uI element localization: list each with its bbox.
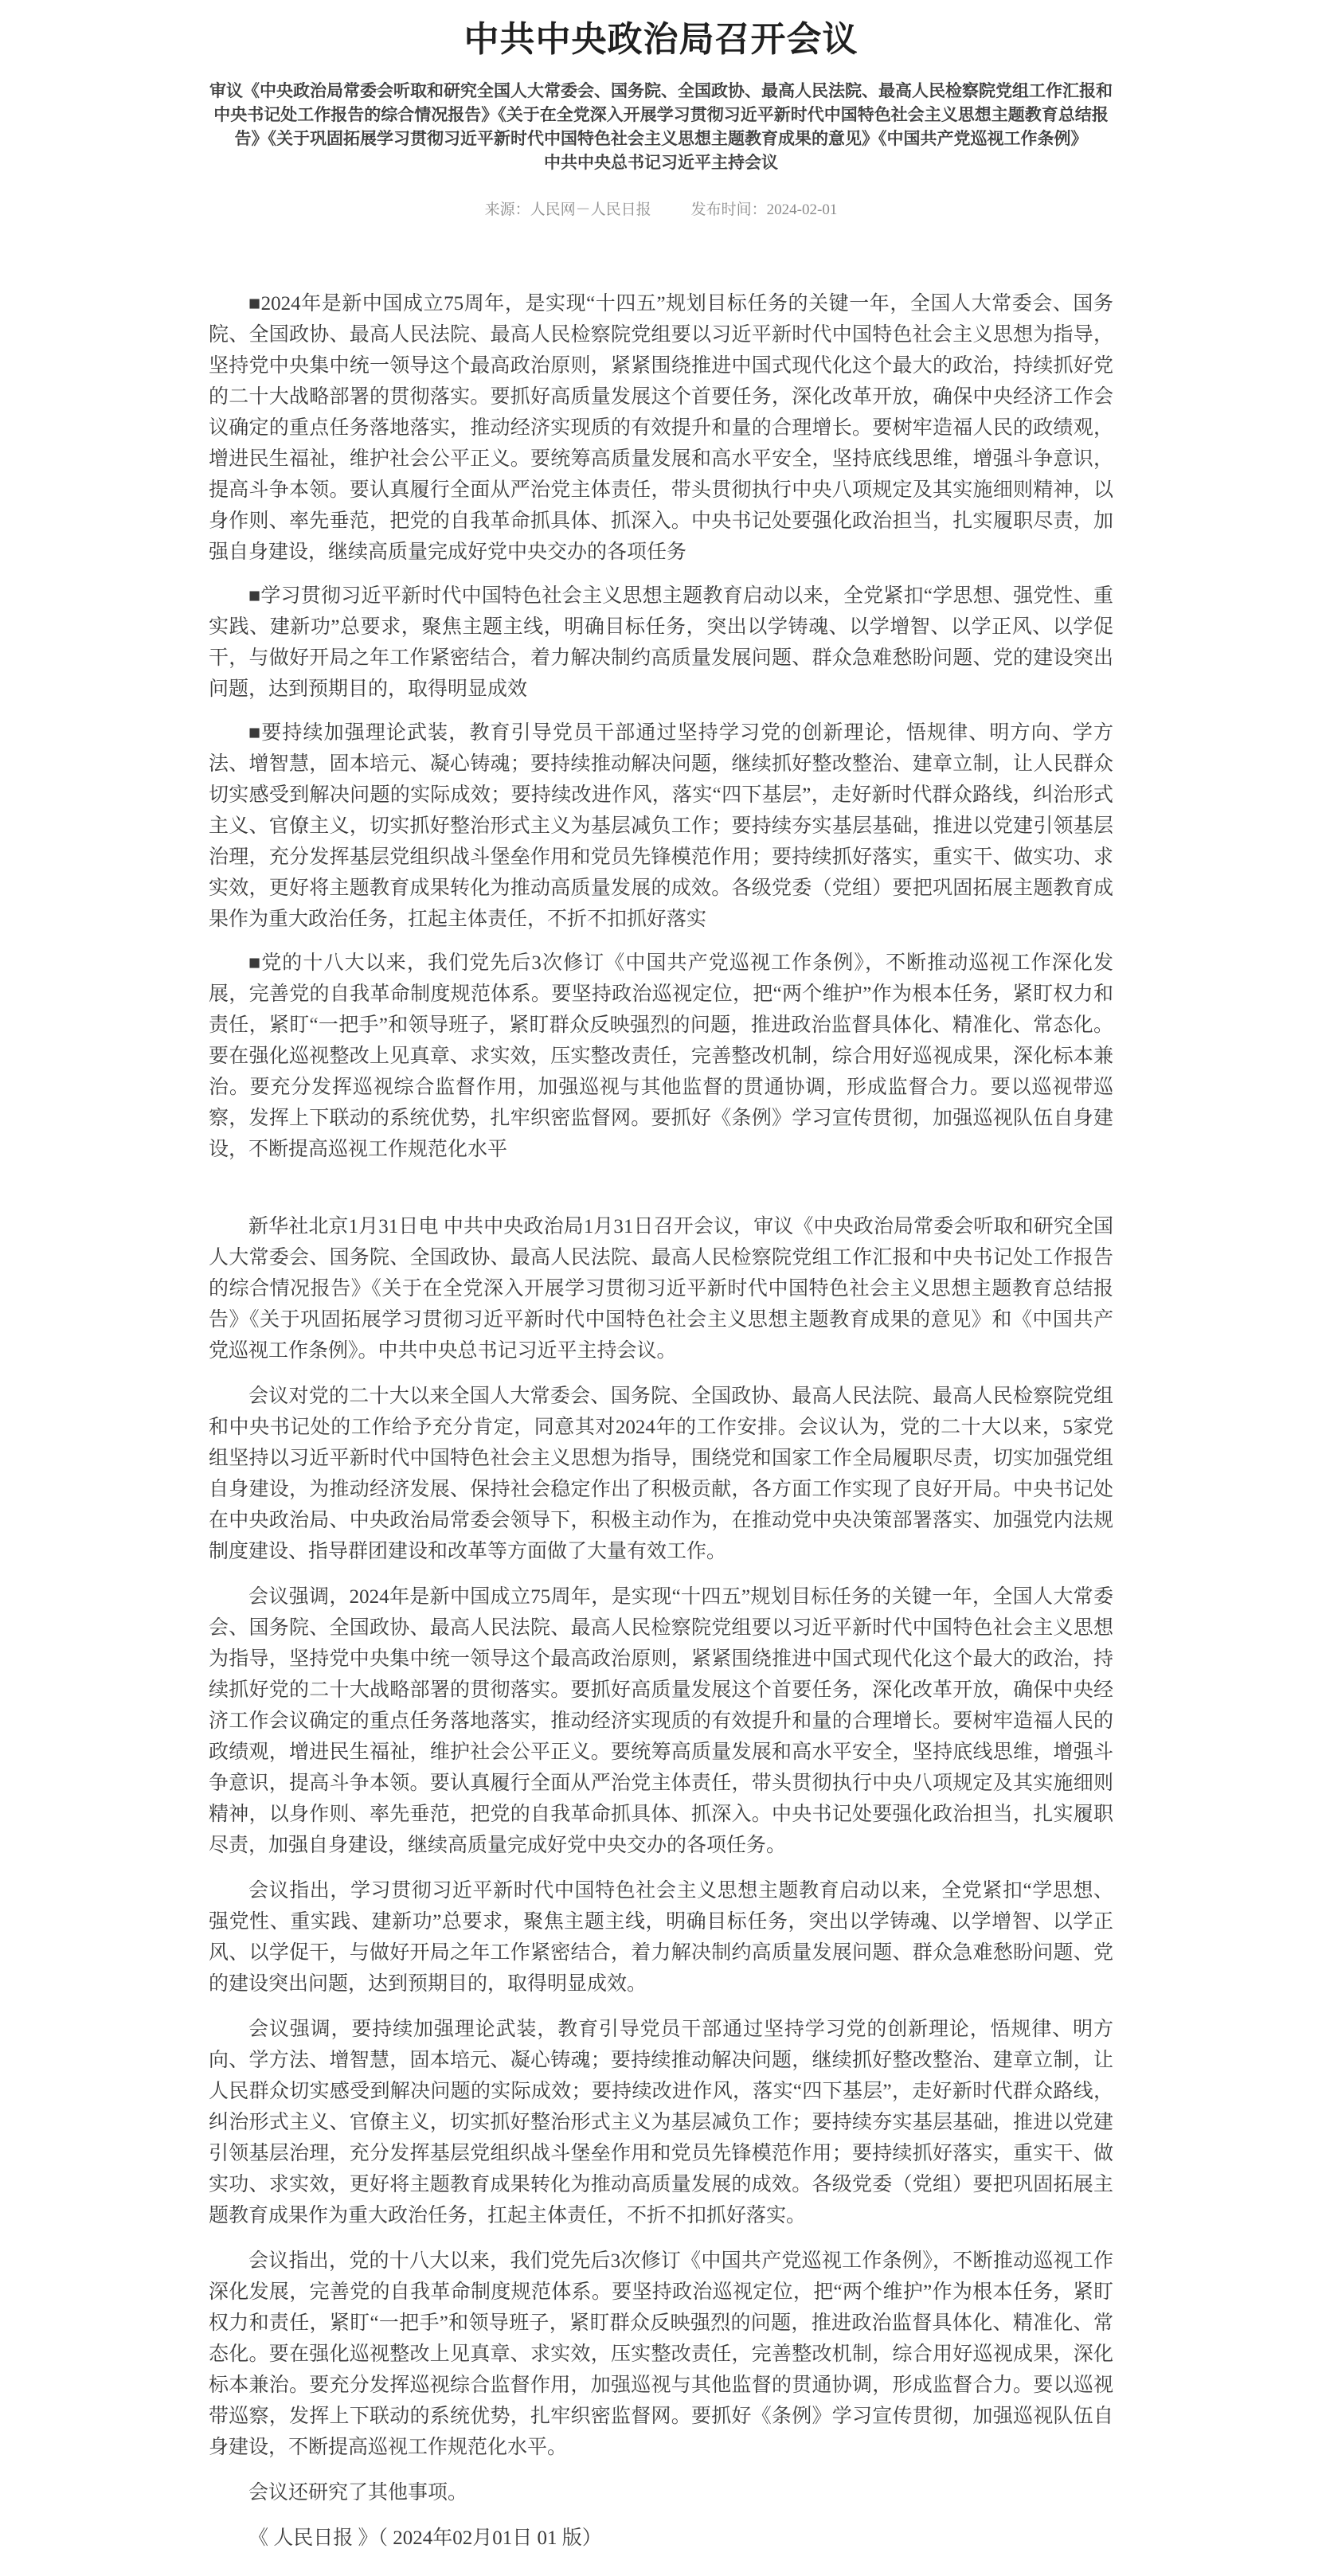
body-paragraph: 会议指出，学习贯彻习近平新时代中国特色社会主义思想主题教育启动以来，全党紧扣“学思想、强党性、重实践、建新功”总要求，聚焦主题主线，明确目标任务，突出以学铸魂、以学增智、以学正风、以学促干，与做好开局之年工作紧密结合，着力解决制约高质量发展问题、群众急难愁盼问题、党的建设突出问题，达到预期目的，取得明显成效。 [209, 1880, 1113, 1995]
summary-paragraph: ■2024年是新中国成立75周年，是实现“十四五”规划目标任务的关键一年，全国人大常委会、国务院、全国政协、最高人民法院、最高人民检察院党组要以习近平新时代中国特色社会主义思想为指导，坚持党中央集中统一领导这个最高政治原则，紧紧围绕推进中国式现代化这个最大的政治，持续抓好党的二十大战略部署的贯彻落实。要抓好高质量发展这个首要任务，深化改革开放，确保中央经济工作会议确定的重点任务落地落实，推动经济实现质的有效提升和量的合理增长。要树牢造福人民的政绩观，增进民生福祉，维护社会公平正义。要统筹高质量发展和高水平安全，坚持底线思维，增强斗争意识，提高斗争本领。要认真履行全面从严治党主体责任，带头贯彻执行中央八项规定及其实施细则精神，以身作则、率先垂范，把党的自我革命抓具体、抓深入。中央书记处要强化政治担当，扎实履职尽责，加强自身建设，继续高质量完成好党中央交办的各项任务 [209, 293, 1113, 563]
article-page [209, 0, 1113, 2576]
body-paragraph: 会议指出，党的十八大以来，我们党先后3次修订《中国共产党巡视工作条例》，不断推动巡视工作深化发展，完善党的自我革命制度规范体系。要坚持政治巡视定位，把“两个维护”作为根本任务，紧盯权力和责任，紧盯“一把手”和领导班子，紧盯群众反映强烈的问题，推进政治监督具体化、精准化、常态化。要在强化巡视整改上见真章、求实效，压实整改责任，完善整改机制，综合用好巡视成果，深化标本兼治。要充分发挥巡视综合监督作用，加强巡视与其他监督的贯通协调，形成监督合力。要以巡视带巡察，发挥上下联动的系统优势，扎牢织密监督网。要抓好《条例》学习宣传贯彻，加强巡视队伍自身建设，不断提高巡视工作规范化水平。 [209, 2250, 1113, 2458]
summary-section [209, 288, 1113, 1165]
article-subtitle [209, 80, 1113, 175]
page-title: 中共中央政治局召开会议 [463, 20, 859, 59]
source-label: 来源：人民网－人民日报 [484, 201, 651, 218]
article-meta [209, 201, 1113, 220]
body-paragraph: 会议强调，2024年是新中国成立75周年，是实现“十四五”规划目标任务的关键一年，全国人大常委会、国务院、全国政协、最高人民法院、最高人民检察院党组要以习近平新时代中国特色社会主义思想为指导，坚持党中央集中统一领导这个最高政治原则，紧紧围绕推进中国式现代化这个最大的政治，持续抓好党的二十大战略部署的贯彻落实。要抓好高质量发展这个首要任务，深化改革开放，确保中央经济工作会议确定的重点任务落地落实，推动经济实现质的有效提升和量的合理增长。要树牢造福人民的政绩观，增进民生福祉，维护社会公平正义。要统筹高质量发展和高水平安全，坚持底线思维，增强斗争意识，提高斗争本领。要认真履行全面从严治党主体责任，带头贯彻执行中央八项规定及其实施细则精神，以身作则、率先垂范，把党的自我革命抓具体、抓深入。中央书记处要强化政治担当，扎实履职尽责，加强自身建设，继续高质量完成好党中央交办的各项任务。 [209, 1586, 1113, 1856]
body-paragraph: 会议强调，要持续加强理论武装，教育引导党员干部通过坚持学习党的创新理论，悟规律、明方向、学方法、增智慧，固本培元、凝心铸魂；要持续推动解决问题，继续抓好整改整治、建章立制，让人民群众切实感受到解决问题的实际成效；要持续改进作风，落实“四下基层”，走好新时代群众路线，纠治形式主义、官僚主义，切实抓好整治形式主义为基层减负工作；要持续夯实基层基础，推进以党建引领基层治理，充分发挥基层党组织战斗堡垒作用和党员先锋模范作用；要持续抓好落实，重实干、做实功、求实效，更好将主题教育成果转化为推动高质量发展的成效。各级党委（党组）要把巩固拓展主题教育成果作为重大政治任务，扛起主体责任，不折不扣抓好落实。 [209, 2019, 1113, 2226]
summary-paragraph: ■党的十八大以来，我们党先后3次修订《中国共产党巡视工作条例》，不断推动巡视工作深化发展，完善党的自我革命制度规范体系。要坚持政治巡视定位，把“两个维护”作为根本任务，紧盯权力和责任，紧盯“一把手”和领导班子，紧盯群众反映强烈的问题，推进政治监督具体化、精准化、常态化。要在强化巡视整改上见真章、求实效，压实整改责任，完善整改机制，综合用好巡视成果，深化标本兼治。要充分发挥巡视综合监督作用，加强巡视与其他监督的贯通协调，形成监督合力。要以巡视带巡察，发挥上下联动的系统优势，扎牢织密监督网。要抓好《条例》学习宣传贯彻，加强巡视队伍自身建设，不断提高巡视工作规范化水平 [209, 952, 1113, 1160]
subtitle-main: 审议《中央政治局常委会听取和研究全国人大常委会、国务院、全国政协、最高人民法院、最高人民检察院党组工作汇报和中央书记处工作报告的综合情况报告》《关于在全党深入开展学习贯彻习近平新时代中国特色社会主义思想主题教育总结报告》《关于巩固拓展学习贯彻习近平新时代中国特色社会主义思想主题教育成果的意见》《中国共产党巡视工作条例》 [209, 82, 1113, 148]
publish-time-label: 发布时间：2024-02-01 [690, 201, 838, 218]
newspaper-edition-line: 《 人民日报 》（ 2024年02月01日 01 版） [248, 2527, 602, 2549]
body-paragraph: 会议还研究了其他事项。 [248, 2482, 468, 2504]
article-body [209, 1211, 1113, 2554]
summary-paragraph: ■学习贯彻习近平新时代中国特色社会主义思想主题教育启动以来，全党紧扣“学思想、强党性、重实践、建新功”总要求，聚焦主题主线，明确目标任务，突出以学铸魂、以学增智、以学正风、以学促干，与做好开局之年工作紧密结合，着力解决制约高质量发展问题、群众急难愁盼问题、党的建设突出问题，达到预期目的，取得明显成效 [209, 585, 1113, 700]
subtitle-secondary: 中共中央总书记习近平主持会议 [544, 154, 778, 172]
summary-paragraph: ■要持续加强理论武装，教育引导党员干部通过坚持学习党的创新理论，悟规律、明方向、学方法、增智慧，固本培元、凝心铸魂；要持续推动解决问题，继续抓好整改整治、建章立制，让人民群众切实感受到解决问题的实际成效；要持续改进作风，落实“四下基层”，走好新时代群众路线，纠治形式主义、官僚主义，切实抓好整治形式主义为基层减负工作；要持续夯实基层基础，推进以党建引领基层治理，充分发挥基层党组织战斗堡垒作用和党员先锋模范作用；要持续抓好落实，重实干、做实功、求实效，更好将主题教育成果转化为推动高质量发展的成效。各级党委（党组）要把巩固拓展主题教育成果作为重大政治任务，扛起主体责任，不折不扣抓好落实 [209, 722, 1113, 930]
body-paragraph: 会议对党的二十大以来全国人大常委会、国务院、全国政协、最高人民法院、最高人民检察院党组和中央书记处的工作给予充分肯定，同意其对2024年的工作安排。会议认为，党的二十大以来，5家党组坚持以习近平新时代中国特色社会主义思想为指导，围绕党和国家工作全局履职尽责，切实加强党组自身建设，为推动经济发展、保持社会稳定作出了积极贡献，各方面工作实现了良好开局。中央书记处在中央政治局、中央政治局常委会领导下，积极主动作为，在推动党中央决策部署落实、加强党内法规制度建设、指导群团建设和改革等方面做了大量有效工作。 [209, 1386, 1113, 1562]
body-paragraph: 新华社北京1月31日电 中共中央政治局1月31日召开会议，审议《中央政治局常委会听取和研究全国人大常委会、国务院、全国政协、最高人民法院、最高人民检察院党组工作汇报和中央书记处工作报告的综合情况报告》《关于在全党深入开展学习贯彻习近平新时代中国特色社会主义思想主题教育总结报告》《关于巩固拓展学习贯彻习近平新时代中国特色社会主义思想主题教育成果的意见》和《中国共产党巡视工作条例》。中共中央总书记习近平主持会议。 [209, 1216, 1113, 1362]
